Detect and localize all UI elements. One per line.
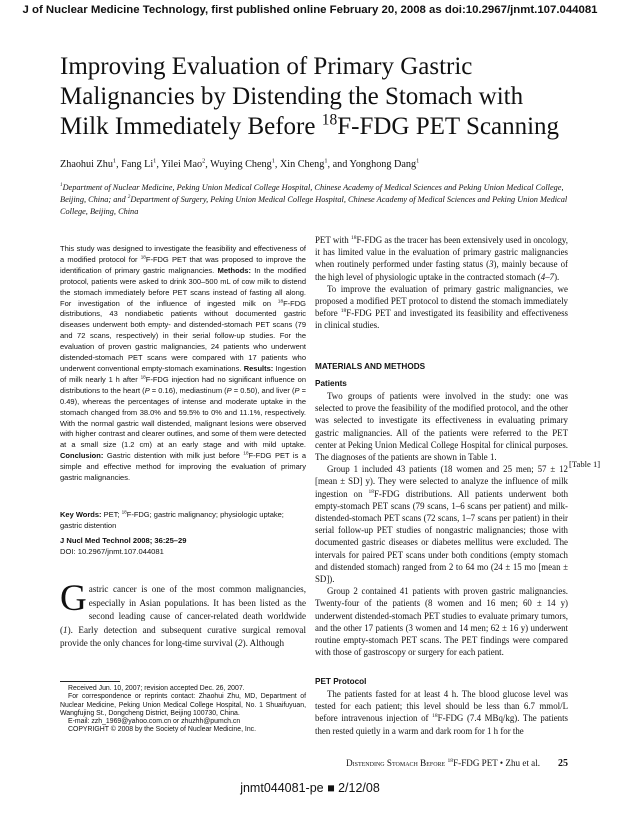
article-title <box>60 52 580 142</box>
subheading-patients: Patients <box>315 379 347 388</box>
table-1-marker[interactable]: [Table 1] <box>569 459 601 469</box>
drop-cap: G <box>60 578 87 619</box>
footnote: Received Jun. 10, 2007; revision accepted Dec. 26, 2007. For correspondence or reprints contact: Zhaohui Zhu, MD, Department of Nuclear Medicine, Peking Union Medical College Hospital, No. 1 Shuaifuyuan, Wangfujing St., Dongcheng District, Beijing 100730, China. E-mail: zzh_1969@yahoo.com.cn or zhuzhh@pumch.cn COPYRIGHT © 2008 by the Society of Nuclear Medicine, Inc. <box>60 685 306 734</box>
introduction: Gastric cancer is one of the most common malignancies, especially in Asian populations. It has been listed as the second leading cause of cancer-related death worldwide (1). Early detection and subsequent curative surgical removal provide the only chances for long-time survival (2). Although <box>60 578 306 649</box>
author-list: Zhaohui Zhu$^1$, Fang Li$^1$, Yilei Mao$^2$, Wuying Cheng$^1$, Xin Cheng$^1$, and Yonghong Dang$^1$ <box>60 157 420 170</box>
print-slug: jnmt044081-pe ■ 2/12/08 <box>240 781 380 795</box>
page-number: 25 <box>558 758 568 769</box>
abstract: This study was designed to investigate the feasibility and effectiveness of a modified protocol for $^{18}$F-FDG PET that was proposed to improve the identification of primary gastric malignancies. Methods: In the modified protocol, patients were asked to drink 300–500 mL of cow milk to distend the stomach immediately before PET scans instead of fasting all along. For investigation of the influence of ingested milk on $^{18}$F-FDG distributions, 43 nondiabetic patients without documented gastric diseases underwent both empty- and distended-stomach PET scans (79 and 72 scans, respectively) in their serial follow-up studies. For the evaluation of proven gastric malignancies, 24 patients who underwent distended-stomach PET scans were compared with 17 patients who underwent conventional empty-stomach examinations. Results: Ingestion of milk nearly 1 h after $^{18}$F-FDG injection had no significant influence on distributions to the heart (P = 0.16), mediastinum (P = 0.50), and liver (P = 0.49), whereas the percentages of intense and moderate uptake in the stomach changed from 38.0% and 59.5% to 0% and 11.1%, respectively. With the normal gastric wall distended, malignant lesions were observed with higher contrast and clearer outlines, and some of them were detected at a small size (1.2 cm) at an early stage and with mild uptake. Conclusion: Gastric distention with milk just before $^{18}$F-FDG PET is a simple and effective method for improving the evaluation of primary gastric malignancies. <box>60 244 307 483</box>
methods-label: Methods: <box>217 265 251 275</box>
keywords: Key Words: PET; $^{18}$F-FDG; gastric malignancy; physiologic uptake; gastric distention <box>60 509 284 530</box>
patients-text: Two groups of patients were involved in the study: one was selected to prove the feasibility of the modified protocol, and the other was selected to investigate its effectiveness in evaluating primary gastric malignancies. All of the patients were referred to the PET center at Peking Union Medical College Hospital for clinical purposes. The diagnoses of the patients are shown in Table 1. Group 1 included 43 patients (18 women and 25 men; 57 ± 12 [mean ± SD] y). They were selected to analyze the influence of milk ingestion on $^{18}$F-FDG distributions. All patients underwent both empty-stomach PET scans (79 scans, 1–6 scans per patient) and milk-distended-stomach PET scans (72 scans, 1–7 scans per patient) in their serial follow-up PET studies of nongastric malignancies; those with documented gastric diseases or diabetes mellitus were excluded. The intervals for paired PET scans under both conditions (empty stomach and distended stomach) ranged from 2 to 64 mo (24 ± 15 mo [mean ± SD]). Group 2 contained 41 patients with proven gastric malignancies. Twenty-four of the patients (8 women and 16 men; 60 ± 14 y) underwent distended-stomach PET studies to evaluate primary tumors, and the other 17 patients (3 women and 14 men; 62 ± 16 y) underwent routine empty-stomach PET scans. The PET findings were compared with those of gastroscopy or surgery for each patient. <box>315 391 569 658</box>
journal-citation: J Nucl Med Technol 2008; 36:25–29 <box>60 536 187 545</box>
doi: DOI: 10.2967/jnmt.107.044081 <box>60 546 164 556</box>
pet-protocol-text: The patients fasted for at least 4 h. The blood glucose level was tested for each patient; this level should be less than 6.7 mmol/L before intravenous injection of $^{18}$F-FDG (7.4 MBq/kg). The patients then rested quietly in a warm and dark room for 1 h for the <box>315 689 568 736</box>
subheading-pet-protocol: PET Protocol <box>315 677 367 686</box>
results-label: Results: <box>243 363 274 373</box>
title-line-1: Improving Evaluation of Primary Gastric <box>60 53 473 80</box>
journal-header: J of Nuclear Medicine Technology, first published online February 20, 2008 as doi:10.2967/jnmt.107.044081 <box>22 4 598 16</box>
running-footer: Distending Stomach Before $^{18}$F-FDG PET • Zhu et al. 25 <box>346 757 568 769</box>
right-column-intro: PET with $^{18}$F-FDG as the tracer has been extensively used in oncology, it has limited value in the evaluation of primary gastric malignancies when routinely performed under fasting status (3), mainly because of the high level of physiologic uptake in the contracted stomach (4–7). To improve the evaluation of primary gastric malignancies, we proposed a modified PET protocol to distend the stomach immediately before $^{18}$F-FDG PET and investigated its feasibility and effectiveness in clinical studies. <box>315 235 568 331</box>
conclusion-label: Conclusion: <box>60 451 104 461</box>
title-line-3: Milk Immediately Before $^{18}$F-FDG PET Scanning <box>60 111 560 140</box>
title-line-2: Malignancies by Distending the Stomach with <box>60 83 524 110</box>
affiliations: $^1$Department of Nuclear Medicine, Peking Union Medical College Hospital, Chinese Academy of Medical Sciences and Peking Union Medical College, Beijing, China; and $^2$Department of Surgery, Peking Union Medical College Hospital, Chinese Academy of Medical Sciences and Peking Union Medical College, Beijing, China <box>60 182 568 216</box>
footnote-rule <box>60 681 120 682</box>
section-heading-methods: MATERIALS AND METHODS <box>315 362 426 371</box>
citation <box>60 536 306 558</box>
